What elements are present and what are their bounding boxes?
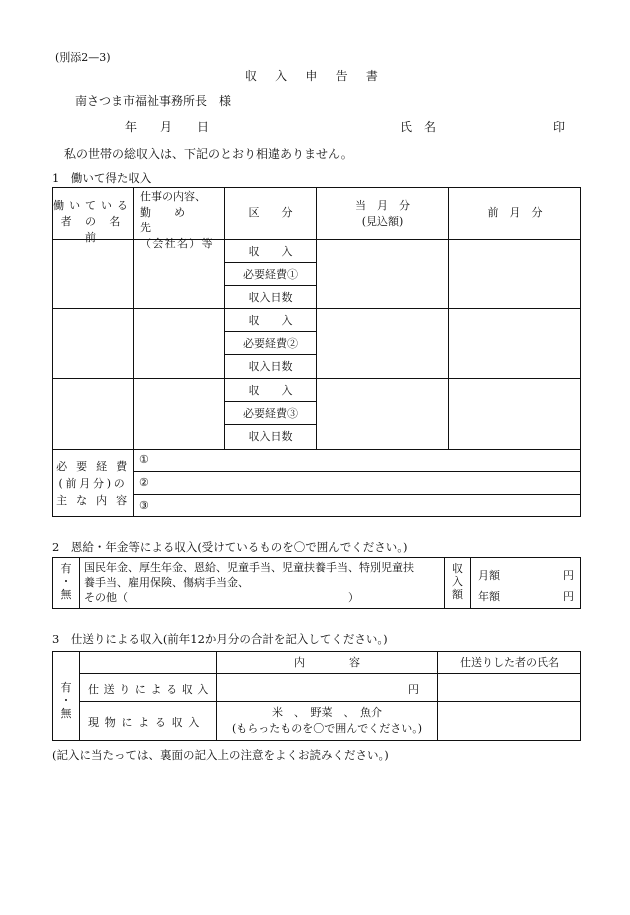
allowance-row-label: 仕送りによる収入 — [88, 683, 213, 696]
income-row-label: 収 入 — [248, 314, 293, 327]
presence-label: 有 ・ 無 — [60, 681, 72, 720]
yearly-amount-label: 年額 — [478, 590, 500, 603]
pension-types-list: 国民年金、厚生年金、恩給、児童手当、児童扶養手当、特別児童扶 養手当、雇用保険、傷病手当金、 その他（ ） — [84, 561, 414, 604]
section2-title: 2 恩給・年金等による収入(受けているものを〇で囲んでください。) — [52, 540, 408, 554]
footer-note: (記入に当たっては、裏面の記入上の注意をよくお読みください。) — [52, 748, 389, 762]
document-title: 収 入 申 告 書 — [244, 69, 386, 83]
expense-mark-1: ① — [139, 453, 149, 466]
income-row-label: 収 入 — [248, 384, 293, 397]
date-month-label: 月 — [160, 120, 173, 134]
income-amount-label: 収 入 額 — [452, 562, 463, 601]
section3-title: 3 仕送りによる収入(前年12か月分の合計を記入してください。) — [52, 632, 388, 646]
days-row-label: 収入日数 — [248, 430, 293, 443]
in-kind-row-label: 現物による収入 — [88, 716, 206, 729]
expense-details-label: 必 要 経 費 (前月分)の 主 な 内 容 — [56, 460, 130, 507]
declaration-text: 私の世帯の総収入は、下記のとおり相違ありません。 — [64, 147, 353, 161]
expense-row-label: 必要経費① — [243, 268, 298, 281]
category-header: 区 分 — [248, 206, 293, 219]
days-row-label: 収入日数 — [248, 291, 293, 304]
worker-name-header: 働いている 者 の 名 前 — [53, 199, 133, 244]
date-day-label: 日 — [197, 120, 210, 134]
monthly-amount-label: 月額 — [478, 569, 500, 582]
annex-label: (別添2—3) — [55, 51, 111, 64]
job-details-header: 仕事の内容、 勤 め 先 （会社名）等 — [140, 190, 214, 250]
date-year-label: 年 — [125, 120, 138, 134]
presence-label: 有 ・ 無 — [60, 562, 72, 601]
yen-unit: 円 — [408, 683, 419, 696]
yen-unit: 円 — [563, 569, 574, 582]
expense-mark-2: ② — [139, 476, 149, 489]
days-row-label: 収入日数 — [248, 360, 293, 373]
expense-row-label: 必要経費② — [243, 337, 298, 350]
content-header: 内 容 — [294, 656, 360, 669]
in-kind-note: (もらったものを〇で囲んでください。) — [231, 722, 423, 735]
in-kind-items: 米 、 野菜 、 魚介 — [272, 706, 382, 719]
previous-month-header: 前 月 分 — [487, 206, 543, 219]
addressee: 南さつま市福祉事務所長 様 — [75, 94, 232, 108]
applicant-name-label: 氏 名 — [400, 120, 437, 134]
income-row-label: 収 入 — [248, 245, 293, 258]
current-month-header: 当 月 分 (見込額) — [355, 199, 410, 228]
section1-title: 1 働いて得た収入 — [52, 171, 152, 185]
expense-mark-3: ③ — [139, 499, 149, 512]
expense-row-label: 必要経費③ — [243, 407, 298, 420]
seal-mark: 印 — [553, 120, 566, 134]
yen-unit: 円 — [563, 590, 574, 603]
sender-name-header: 仕送りした者の氏名 — [460, 656, 559, 669]
